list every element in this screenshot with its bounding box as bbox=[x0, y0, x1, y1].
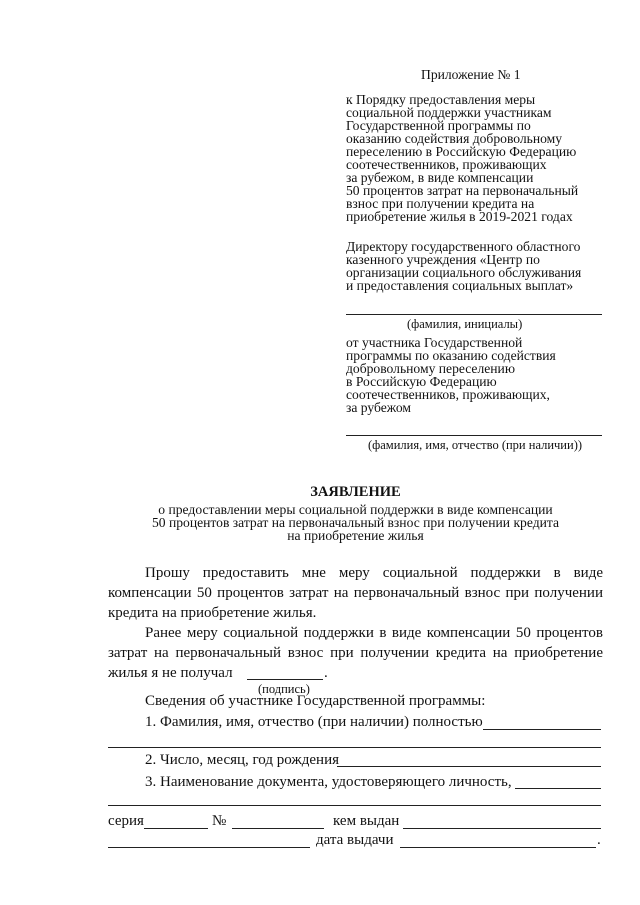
number-field[interactable] bbox=[232, 828, 324, 829]
issued-by-field[interactable] bbox=[403, 828, 601, 829]
appendix-line: Государственной программы по bbox=[346, 118, 531, 133]
series-label: серия bbox=[108, 813, 144, 829]
sender-line: соотечественников, проживающих, bbox=[346, 387, 550, 402]
addressee-caption: (фамилия, инициалы) bbox=[407, 317, 523, 331]
appendix-line: за рубежом, в виде компенсации bbox=[346, 170, 534, 185]
appendix-line: взнос при получении кредита на bbox=[346, 196, 535, 211]
id-document-field-continuation[interactable] bbox=[108, 805, 601, 806]
final-period-mark: . bbox=[597, 832, 601, 848]
prior-support-line: затрат на первоначальный взнос при получении кредита на приобретение bbox=[108, 645, 603, 661]
appendix-line: соотечественников, проживающих bbox=[346, 157, 547, 172]
full-name-field[interactable] bbox=[483, 729, 601, 730]
number-label: № bbox=[212, 813, 227, 829]
period-mark: . bbox=[324, 665, 328, 681]
appendix-line: 50 процентов затрат на первоначальный bbox=[346, 183, 579, 198]
request-paragraph-line: кредита на приобретение жилья. bbox=[108, 605, 317, 621]
statement-heading: ЗАЯВЛЕНИЕ bbox=[310, 484, 401, 500]
item-id-document-label: 3. Наименование документа, удостоверяющего личность, bbox=[145, 774, 512, 790]
request-paragraph-line: компенсации 50 процентов затрат на первоначальный взнос при получении bbox=[108, 585, 603, 601]
issue-date-label: дата выдачи bbox=[316, 832, 394, 848]
appendix-line: оказанию содействия добровольному bbox=[346, 131, 563, 146]
sender-name-field[interactable] bbox=[346, 435, 602, 436]
sender-line: программы по оказанию содействия bbox=[346, 348, 556, 363]
full-name-field-continuation[interactable] bbox=[108, 747, 601, 748]
sender-line: от участника Государственной bbox=[346, 335, 523, 350]
appendix-line: к Порядку предоставления меры bbox=[346, 92, 536, 107]
issued-by-label: кем выдан bbox=[333, 813, 400, 829]
item-birth-date-label: 2. Число, месяц, год рождения bbox=[145, 752, 339, 768]
request-paragraph-line: Прошу предоставить мне меру социальной поддержки в виде bbox=[145, 565, 603, 581]
id-document-field[interactable] bbox=[515, 788, 601, 789]
addressee-line: и предоставления социальных выплат» bbox=[346, 278, 574, 293]
prior-support-line: Ранее меру социальной поддержки в виде компенсации 50 процентов bbox=[145, 625, 603, 641]
statement-subheading: на приобретение жилья bbox=[287, 528, 424, 543]
addressee-line: Директору государственного областного bbox=[346, 239, 581, 254]
signature-caption: (подпись) bbox=[258, 682, 310, 696]
signature-field[interactable] bbox=[247, 679, 323, 680]
issue-date-field[interactable] bbox=[400, 847, 596, 848]
issued-by-field-continuation[interactable] bbox=[108, 847, 310, 848]
statement-subheading: о предоставлении меры социальной поддержки в виде компенсации bbox=[158, 502, 553, 517]
sender-line: добровольному переселению bbox=[346, 361, 515, 376]
appendix-line: приобретение жилья в 2019-2021 годах bbox=[346, 209, 573, 224]
birth-date-field[interactable] bbox=[337, 766, 601, 767]
info-heading: Сведения об участнике Государственной программы: bbox=[145, 693, 486, 709]
sender-caption: (фамилия, имя, отчество (при наличии)) bbox=[368, 438, 583, 452]
appendix-line: переселению в Российскую Федерацию bbox=[346, 144, 577, 159]
addressee-name-field[interactable] bbox=[346, 314, 602, 315]
item-full-name-label: 1. Фамилия, имя, отчество (при наличии) полностью bbox=[145, 714, 483, 730]
addressee-line: казенного учреждения «Центр по bbox=[346, 252, 540, 267]
addressee-line: организации социального обслуживания bbox=[346, 265, 582, 280]
appendix-title: Приложение № 1 bbox=[421, 67, 521, 82]
statement-subheading: 50 процентов затрат на первоначальный взнос при получении кредита bbox=[151, 515, 560, 530]
prior-support-line: жилья я не получал bbox=[108, 665, 233, 681]
series-field[interactable] bbox=[144, 828, 208, 829]
sender-line: за рубежом bbox=[346, 400, 412, 415]
appendix-line: социальной поддержки участникам bbox=[346, 105, 552, 120]
sender-line: в Российскую Федерацию bbox=[346, 374, 497, 389]
